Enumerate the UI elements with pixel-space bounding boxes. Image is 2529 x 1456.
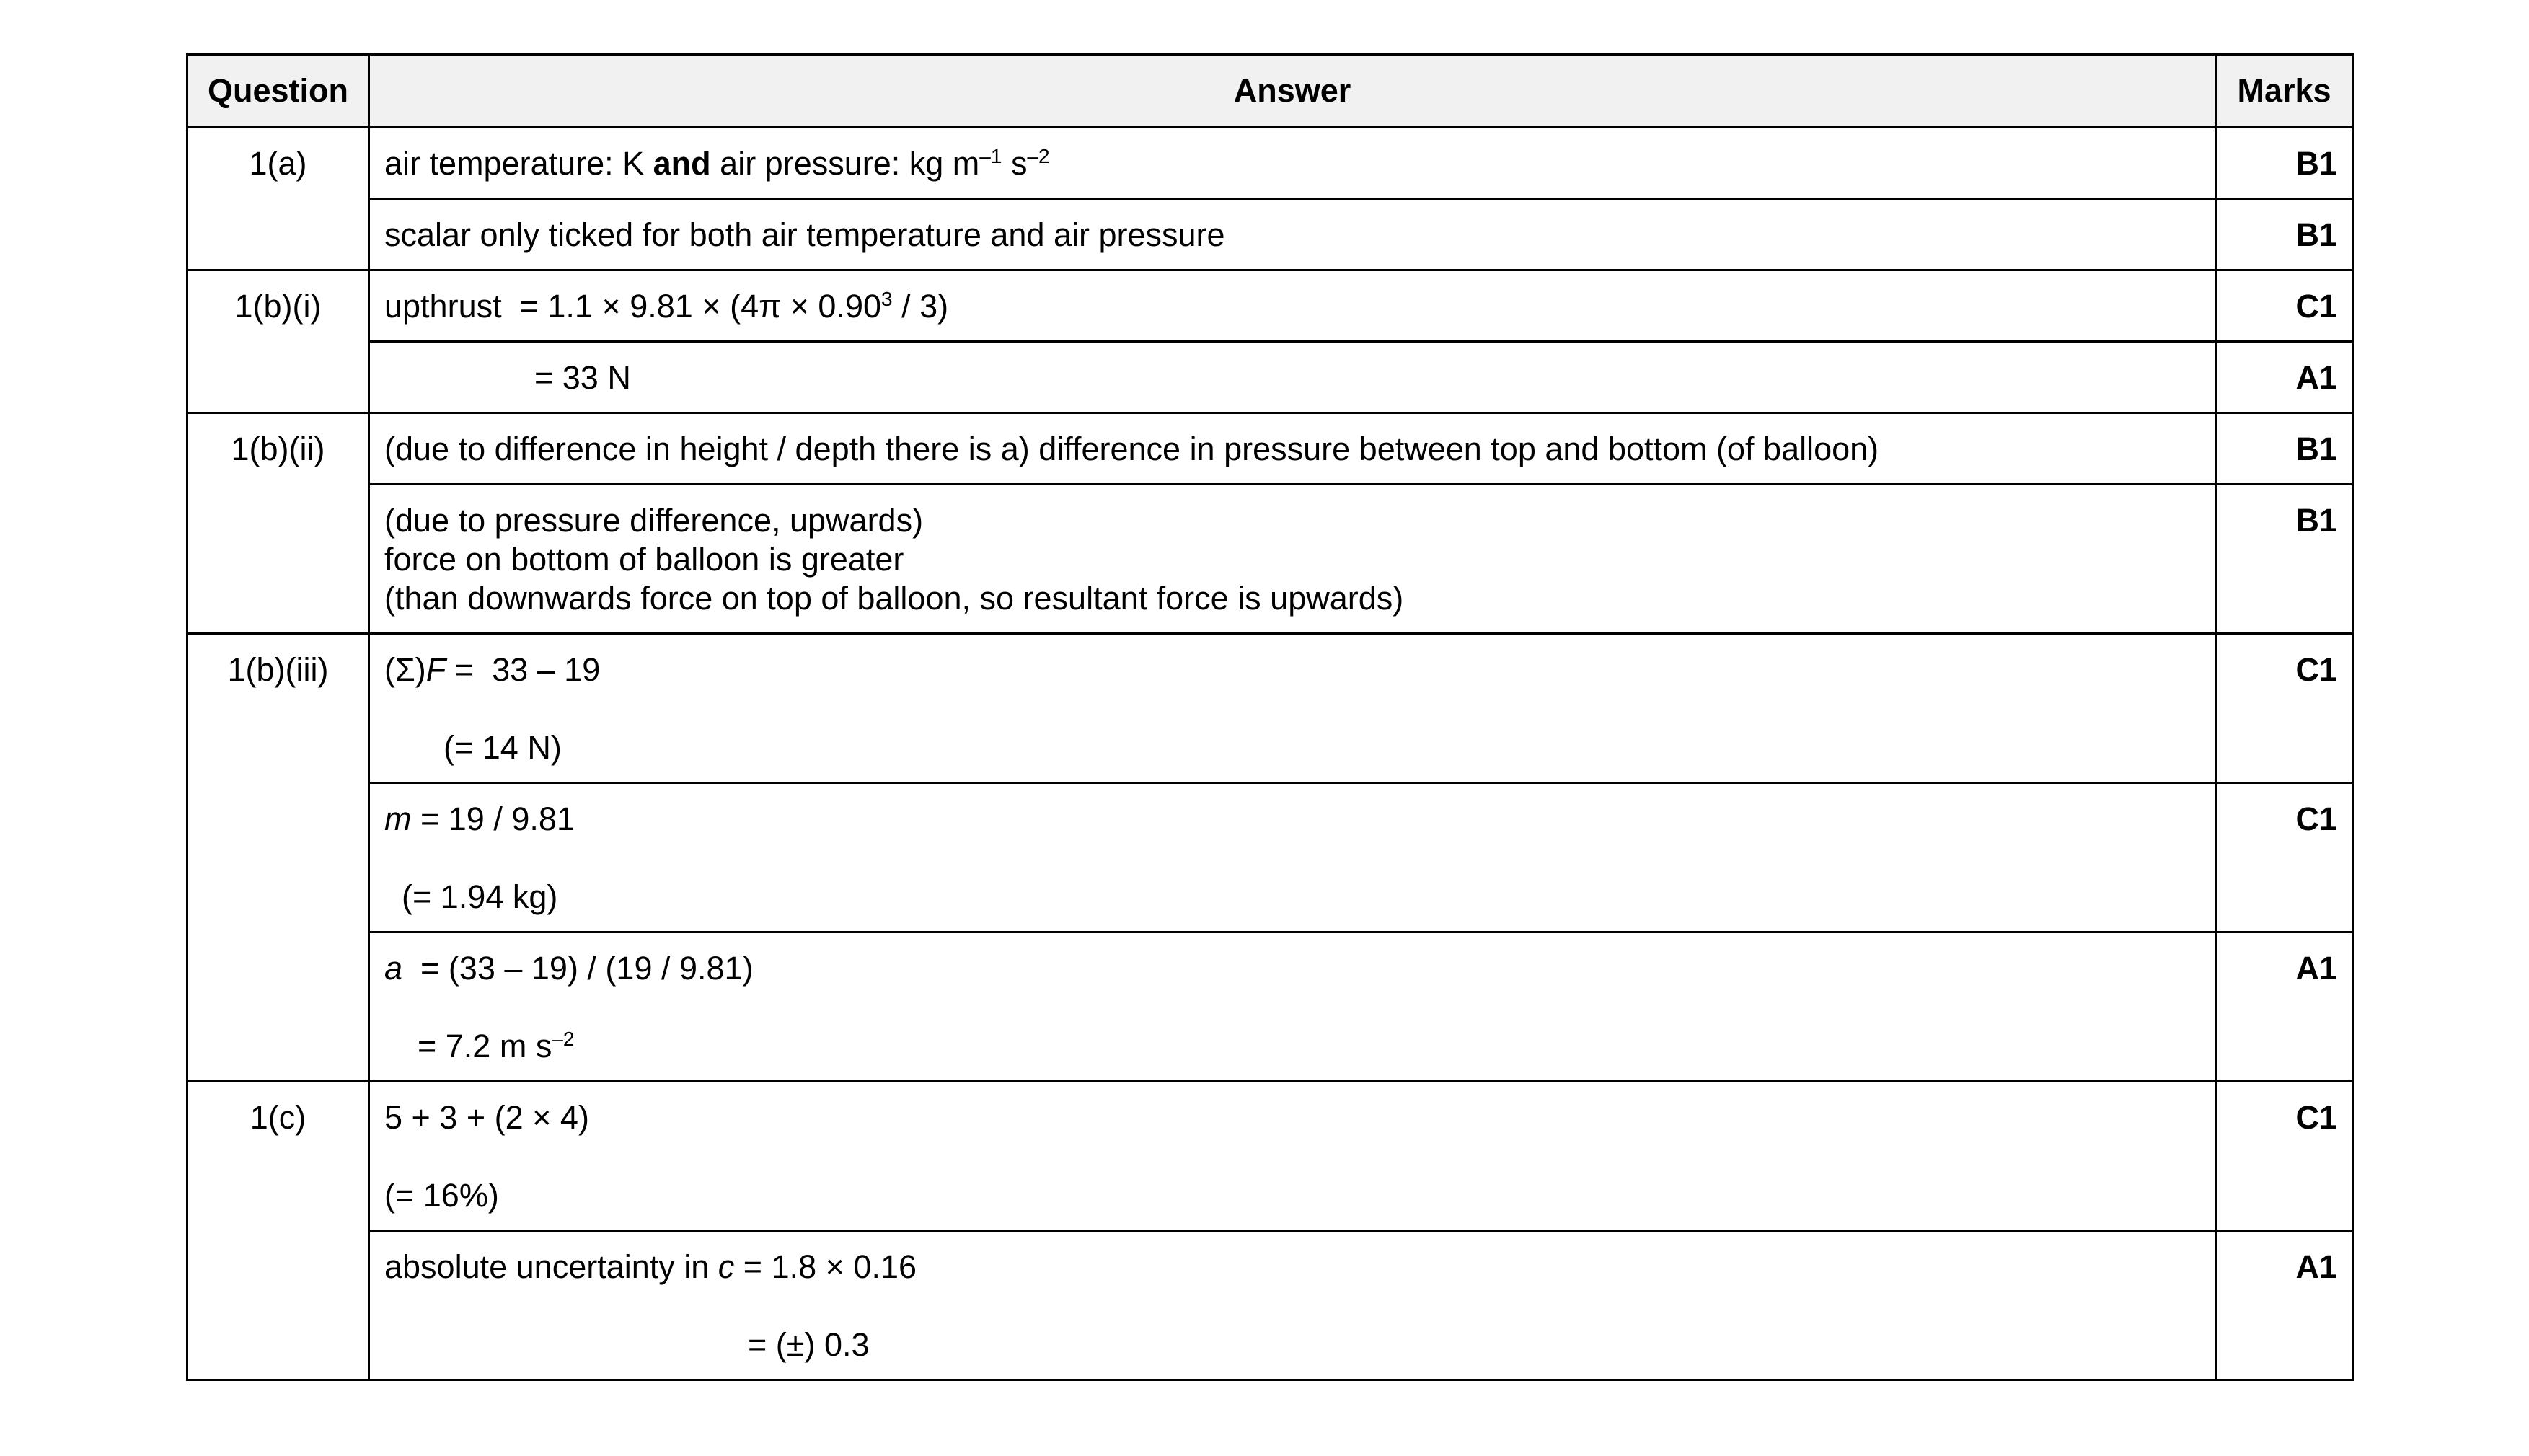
mark-code: B1 xyxy=(2216,485,2353,634)
table-row xyxy=(187,199,2353,270)
answer-text: = 1.8 × 0.16 xyxy=(734,1248,917,1285)
mark-code: A1 xyxy=(2216,1231,2353,1380)
table-row xyxy=(187,270,2353,342)
answer-text: (= 1.94 kg) xyxy=(402,878,558,915)
answer-text: = (±) 0.3 xyxy=(748,1326,870,1363)
answer-text: = 19 / 9.81 xyxy=(411,800,575,837)
answer-superscript: –2 xyxy=(1027,145,1050,167)
question-label: 1(b)(ii) xyxy=(187,413,369,634)
answer-text: (= 14 N) xyxy=(443,729,562,766)
question-label: 1(b)(iii) xyxy=(187,634,369,1082)
answer-text: s xyxy=(1002,145,1028,182)
answer-cell xyxy=(369,270,2216,342)
answer-cell xyxy=(369,634,2216,783)
answer-text: (than downwards force on top of balloon, so resultant force is upwards) xyxy=(384,580,1404,617)
table-row xyxy=(187,342,2353,413)
variable-symbol: c xyxy=(718,1248,735,1285)
answer-header: Answer xyxy=(369,55,2216,128)
answer-superscript: –2 xyxy=(552,1028,575,1050)
answer-text: upthrust = 1.1 × 9.81 × (4π × 0.90 xyxy=(384,288,882,325)
answer-text: = (33 – 19) / (19 / 9.81) xyxy=(402,950,754,987)
mark-code: B1 xyxy=(2216,128,2353,199)
table-row xyxy=(187,783,2353,932)
mark-code: C1 xyxy=(2216,634,2353,783)
answer-text: 5 + 3 + (2 × 4) xyxy=(384,1099,589,1136)
answer-cell: scalar only ticked for both air temperature and air pressure xyxy=(369,199,2216,270)
table-row xyxy=(187,1082,2353,1231)
answer-text: (Σ) xyxy=(384,651,426,688)
question-label: 1(a) xyxy=(187,128,369,270)
answer-text: air pressure: kg m xyxy=(710,145,980,182)
question-label: 1(b)(i) xyxy=(187,270,369,413)
answer-cell xyxy=(369,783,2216,932)
variable-symbol: a xyxy=(384,950,403,987)
mark-code: A1 xyxy=(2216,342,2353,413)
mark-code: C1 xyxy=(2216,783,2353,932)
variable-symbol: F xyxy=(425,651,446,688)
answer-cell xyxy=(369,128,2216,199)
answer-cell xyxy=(369,932,2216,1082)
answer-text: absolute uncertainty in xyxy=(384,1248,718,1285)
answer-cell xyxy=(369,1231,2216,1380)
table-row xyxy=(187,413,2353,485)
answer-text: = 33 – 19 xyxy=(446,651,601,688)
answer-text: = 33 N xyxy=(534,359,631,396)
answer-cell xyxy=(369,1082,2216,1231)
question-label: 1(c) xyxy=(187,1082,369,1380)
header-row xyxy=(187,55,2353,128)
question-header: Question xyxy=(187,55,369,128)
mark-scheme-table xyxy=(186,53,2354,1381)
table-row xyxy=(187,1231,2353,1380)
mark-code: A1 xyxy=(2216,932,2353,1082)
answer-text: / 3) xyxy=(892,288,949,325)
answer-cell: (due to difference in height / depth there is a) difference in pressure between top and bottom (of balloon) xyxy=(369,413,2216,485)
answer-cell xyxy=(369,485,2216,634)
table-row xyxy=(187,128,2353,199)
marks-header: Marks xyxy=(2216,55,2353,128)
answer-superscript: –1 xyxy=(979,145,1002,167)
answer-bold-text: and xyxy=(653,145,711,182)
table-row xyxy=(187,485,2353,634)
variable-symbol: m xyxy=(384,800,412,837)
mark-code: C1 xyxy=(2216,1082,2353,1231)
mark-code: B1 xyxy=(2216,413,2353,485)
mark-code: C1 xyxy=(2216,270,2353,342)
answer-text: = 7.2 m s xyxy=(418,1028,552,1064)
answer-superscript: 3 xyxy=(881,288,893,310)
table-row xyxy=(187,634,2353,783)
answer-text: force on bottom of balloon is greater xyxy=(384,541,904,578)
answer-cell xyxy=(369,342,2216,413)
mark-code: B1 xyxy=(2216,199,2353,270)
answer-text: air temperature: K xyxy=(384,145,653,182)
answer-text: (= 16%) xyxy=(384,1177,499,1214)
answer-text: (due to pressure difference, upwards) xyxy=(384,502,924,539)
table-row xyxy=(187,932,2353,1082)
